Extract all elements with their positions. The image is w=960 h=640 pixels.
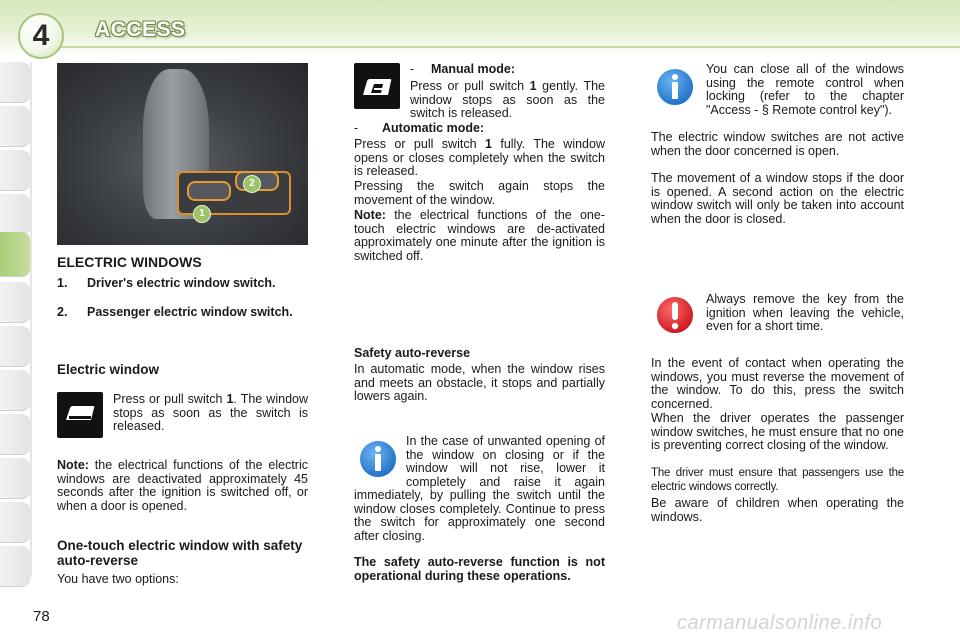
driver-window-switch xyxy=(187,181,231,201)
dash: - xyxy=(354,121,359,135)
info-icon xyxy=(654,66,696,108)
warning-icon xyxy=(654,294,696,336)
electric-window-text: Press or pull switch 1. The window stops as soon as the switch is released. xyxy=(113,392,308,433)
warning-text: Always remove the key from the ignition when leaving the vehicle, even for a short time. xyxy=(706,292,904,333)
right-paragraph-3: In the event of contact when operating the windows, you must reverse the movement of the window. To do this, press the switch concerned. xyxy=(651,356,904,411)
right-paragraph-6: Be aware of children when operating the windows. xyxy=(651,496,904,524)
info-icon-float-spacer xyxy=(354,435,406,489)
chapter-tab[interactable] xyxy=(0,150,30,191)
chapter-tab[interactable] xyxy=(0,106,30,147)
callout-1: 1 xyxy=(193,205,211,223)
list-number: 1. xyxy=(57,276,68,290)
section-title: ELECTRIC WINDOWS xyxy=(57,254,202,270)
automatic-mode-text: Press or pull switch 1 fully. The window opens or closes completely when the switch is released. xyxy=(354,137,605,178)
list-item-text: Passenger electric window switch. xyxy=(87,305,293,319)
automatic-mode-text-2: Pressing the switch again stops the movement of the window. xyxy=(354,179,605,207)
callout-2: 2 xyxy=(243,175,261,193)
chapter-tab-active[interactable] xyxy=(0,232,30,277)
automatic-mode-note: Note: the electrical functions of the one-touch electric windows are de-activated approximately one minute after the ignition is switched off. xyxy=(354,208,605,263)
subsection-title-one-touch: One-touch electric window with safety auto-reverse xyxy=(57,538,303,568)
safety-title: Safety auto-reverse xyxy=(354,346,471,360)
one-touch-intro: You have two options: xyxy=(57,572,179,586)
middle-info-text: In the case of unwanted opening of the window on closing or if the window will not rise, lower it completely and raise it again immediately, by pulling the switch until the window closes completely. Continue to press the switch for approximately one second after closing. xyxy=(354,434,605,543)
right-paragraph-2: The movement of a window stops if the door is opened. A second action on the electric window switch will only be taken into account when the door is closed. xyxy=(651,171,904,226)
chapter-title: ACCESS xyxy=(95,18,186,41)
chapter-tab[interactable] xyxy=(0,546,30,587)
page-number: 78 xyxy=(33,608,50,625)
chapter-tab[interactable] xyxy=(0,194,30,235)
list-item-text: Driver's electric window switch. xyxy=(87,276,276,290)
chapter-tab[interactable] xyxy=(0,62,30,103)
chapter-tab[interactable] xyxy=(0,458,30,499)
manual-mode-text: Press or pull switch 1 gently. The window stops as soon as the switch is released. xyxy=(410,79,605,120)
tabs-edge xyxy=(30,62,32,577)
dash: - xyxy=(410,62,415,76)
subsection-title-electric-window: Electric window xyxy=(57,362,160,377)
window-switch-icon xyxy=(354,63,400,109)
right-paragraph-1: The electric window switches are not active when the door concerned is open. xyxy=(651,130,904,158)
window-switch-icon xyxy=(57,392,103,438)
manual-mode-label: Manual mode: xyxy=(431,62,516,76)
chapter-tab[interactable] xyxy=(0,282,30,323)
list-number: 2. xyxy=(57,305,68,319)
chapter-tab[interactable] xyxy=(0,370,30,411)
chapter-number-badge: 4 xyxy=(18,13,64,59)
electric-window-note: Note: the electrical functions of the electric windows are deactivated approximately 45 seconds after the ignition is switched off, or when a door is opened. xyxy=(57,458,308,513)
right-info-text: You can close all of the windows using the remote control when locking (refer to the chapter "Access - § Remote control key"). xyxy=(706,62,904,117)
chapter-tabs xyxy=(0,62,34,582)
safety-text: In automatic mode, when the window rises and meets an obstacle, it stops and partially lowers again. xyxy=(354,362,605,403)
automatic-mode-label: Automatic mode: xyxy=(382,121,485,135)
chapter-tab[interactable] xyxy=(0,502,30,543)
window-switch-photo xyxy=(57,63,308,245)
middle-info-bold: The safety auto-reverse function is not operational during these operations. xyxy=(354,555,605,583)
chapter-tab[interactable] xyxy=(0,414,30,455)
header-divider xyxy=(60,46,960,48)
watermark: carmanualsonline.info xyxy=(677,612,883,634)
right-paragraph-4: When the driver operates the passenger window switches, he must ensure that no one is preventing correct closing of the window. xyxy=(651,411,904,452)
chapter-tab[interactable] xyxy=(0,326,30,367)
right-paragraph-5: The driver must ensure that passengers use the electric windows correctly. xyxy=(651,467,904,493)
